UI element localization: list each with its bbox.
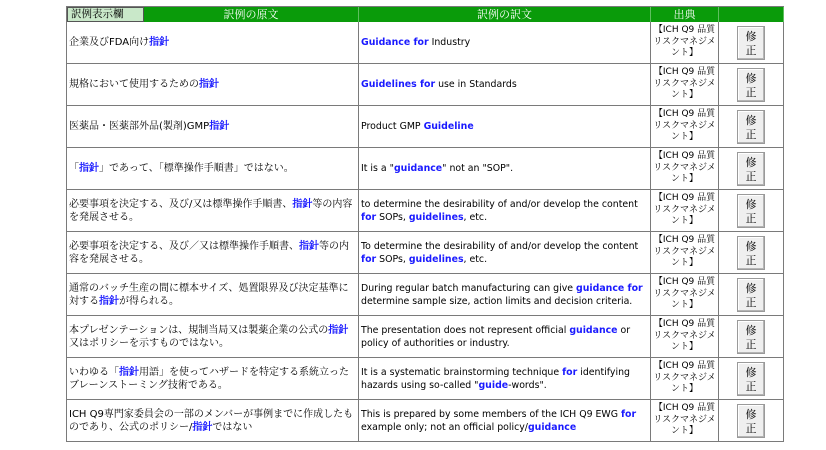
source-text: 【ICH Q9 品質リスクマネジメント】 — [653, 403, 716, 437]
source-text: 【ICH Q9 品質リスクマネジメント】 — [653, 151, 716, 185]
highlight-term: for — [361, 253, 377, 265]
original-text-cell — [67, 22, 359, 63]
fix-button-label: 正 — [745, 421, 757, 435]
highlight-term: guidelines — [408, 211, 464, 223]
fix-button[interactable] — [737, 194, 765, 228]
text-segment: 必要事項を決定する、及び／又は標準操作手順書、 — [69, 240, 299, 252]
table-row — [67, 232, 784, 274]
action-cell — [719, 22, 784, 63]
source-cell — [651, 64, 719, 105]
text-segment: or policy of authorities or industry. — [361, 324, 631, 349]
highlight-term: guidance — [527, 421, 577, 433]
fix-button[interactable] — [737, 236, 765, 270]
text-segment: 又はポリシーを示すものではない。 — [69, 337, 229, 349]
source-cell — [651, 190, 719, 231]
fix-button-label: 正 — [745, 253, 757, 267]
original-text-cell — [67, 274, 359, 315]
highlight-term: guide — [478, 379, 509, 391]
highlight-term: 指針 — [199, 79, 219, 90]
original-text-cell — [67, 106, 359, 147]
highlight-term: 指針 — [119, 366, 139, 378]
source-cell — [651, 316, 719, 357]
table-row — [67, 106, 784, 148]
original-text-cell — [67, 64, 359, 105]
text-segment: -words". — [508, 379, 547, 391]
fix-button-label: 修 — [745, 239, 757, 253]
action-cell — [719, 316, 784, 357]
fix-button[interactable] — [737, 362, 765, 396]
translation-text-cell — [359, 400, 651, 441]
highlight-term: guidance — [569, 324, 618, 336]
highlight-term: guidance for — [576, 282, 643, 294]
fix-button-label: 修 — [745, 281, 757, 295]
source-text: 【ICH Q9 品質リスクマネジメント】 — [653, 235, 716, 269]
fix-button-label: 修 — [745, 365, 757, 379]
text-segment: During regular batch manufacturing can give — [361, 282, 577, 294]
text-segment: 等の内容を発展させる。 — [69, 198, 353, 223]
header-source: 出典 — [651, 7, 719, 22]
source-text: 【ICH Q9 品質リスクマネジメント】 — [653, 67, 716, 101]
table-row — [67, 400, 784, 442]
original-text-cell — [67, 400, 359, 441]
text-segment: SOPs, — [376, 211, 409, 223]
source-cell — [651, 400, 719, 441]
highlight-term: 指針 — [99, 295, 119, 307]
highlight-term: Guideline — [423, 121, 474, 132]
translation-text-cell — [359, 316, 651, 357]
action-cell — [719, 400, 784, 441]
table-row — [67, 358, 784, 400]
original-text-cell — [67, 232, 359, 273]
fix-button-label: 修 — [745, 323, 757, 337]
action-cell — [719, 190, 784, 231]
example-display-tab[interactable]: 訳例表示欄 — [67, 7, 144, 22]
source-cell — [651, 22, 719, 63]
highlight-term: 指針 — [292, 198, 313, 210]
source-cell — [651, 358, 719, 399]
highlight-term: 指針 — [299, 240, 319, 252]
source-text: 【ICH Q9 品質リスクマネジメント】 — [653, 25, 716, 59]
fix-button[interactable] — [737, 152, 765, 186]
action-cell — [719, 64, 784, 105]
fix-button-label: 正 — [745, 379, 757, 393]
fix-button-label: 正 — [745, 85, 757, 99]
translation-text-cell — [359, 106, 651, 147]
original-text-cell — [67, 316, 359, 357]
source-text: 【ICH Q9 品質リスクマネジメント】 — [653, 109, 716, 143]
text-segment: 用語」を使ってハザードを特定する系統立ったブレーンストーミング技術である。 — [69, 366, 349, 391]
fix-button-label: 修 — [745, 407, 757, 421]
highlight-term: for — [361, 211, 377, 223]
table-row — [67, 274, 784, 316]
source-text: 【ICH Q9 品質リスクマネジメント】 — [653, 277, 716, 311]
translation-text-cell — [359, 232, 651, 273]
fix-button-label: 正 — [745, 295, 757, 309]
text-segment: example only; not an official policy/ — [361, 421, 528, 433]
text-segment: 必要事項を決定する、及び/又は標準操作手順書、 — [69, 198, 293, 210]
text-segment: 通常のバッチ生産の間に標本サイズ、処置限界及び決定基準に対する — [69, 282, 349, 307]
text-segment: use in Standards — [435, 79, 517, 90]
text-segment: が得られる。 — [119, 295, 179, 307]
table-row — [67, 22, 784, 64]
fix-button[interactable] — [737, 26, 765, 60]
header-translation: 訳例の訳文 — [359, 7, 651, 22]
source-cell — [651, 274, 719, 315]
original-text-cell — [67, 190, 359, 231]
fix-button-label: 修 — [745, 155, 757, 169]
highlight-term: guidelines — [408, 253, 464, 265]
text-segment: , etc. — [463, 211, 488, 223]
fix-button[interactable] — [737, 110, 765, 144]
source-text: 【ICH Q9 品質リスクマネジメント】 — [653, 193, 716, 227]
text-segment: 本プレゼンテーションは、規制当局又は製薬企業の公式の — [69, 324, 329, 336]
action-cell — [719, 106, 784, 147]
text-segment: 「 — [69, 163, 79, 174]
table-body — [67, 22, 784, 442]
translation-text-cell — [359, 22, 651, 63]
text-segment: ではない — [212, 421, 253, 433]
highlight-term: 指針 — [192, 421, 213, 433]
source-cell — [651, 148, 719, 189]
table-row — [67, 64, 784, 106]
fix-button-label: 修 — [745, 71, 757, 85]
fix-button-label: 正 — [745, 211, 757, 225]
highlight-term: for — [620, 408, 637, 420]
translation-text-cell — [359, 358, 651, 399]
original-text-cell — [67, 358, 359, 399]
highlight-term: Guidelines for — [361, 79, 436, 90]
highlight-term: 指針 — [79, 163, 99, 174]
fix-button-label: 修 — [745, 113, 757, 127]
text-segment: To determine the desirability of and/or develop the content — [361, 240, 639, 252]
text-segment: SOPs, — [376, 253, 409, 265]
fix-button[interactable] — [737, 320, 765, 354]
text-segment: determine sample size, action limits and decision criteria. — [361, 295, 633, 307]
text-segment: This is prepared by some members of the ICH Q9 EWG — [361, 408, 621, 420]
text-segment: Industry — [428, 37, 471, 48]
action-cell — [719, 232, 784, 273]
translation-text-cell — [359, 64, 651, 105]
fix-button-label: 正 — [745, 127, 757, 141]
source-text: 【ICH Q9 品質リスクマネジメント】 — [653, 319, 716, 353]
table-row — [67, 190, 784, 232]
fix-button-label: 修 — [745, 29, 757, 43]
text-segment: 」であって、「標準操作手順書」ではない。 — [99, 163, 294, 174]
text-segment: , etc. — [463, 253, 488, 265]
source-cell — [651, 106, 719, 147]
highlight-term: 指針 — [149, 37, 170, 48]
table-row — [67, 148, 784, 190]
text-segment: " not an "SOP". — [442, 163, 514, 174]
fix-button-label: 修 — [745, 197, 757, 211]
text-segment: 等の内容を発展させる。 — [69, 240, 349, 265]
highlight-term: for — [562, 366, 578, 378]
text-segment: identifying hazards using so-called " — [361, 366, 630, 391]
translation-examples-table — [66, 6, 784, 442]
fix-button-label: 正 — [745, 43, 757, 57]
fix-button[interactable] — [737, 68, 765, 102]
text-segment: The presentation does not represent official — [361, 324, 570, 336]
translation-text-cell — [359, 148, 651, 189]
text-segment: いわゆる「 — [69, 366, 119, 378]
fix-button-label: 正 — [745, 337, 757, 351]
text-segment: Product GMP — [361, 121, 424, 132]
action-cell — [719, 148, 784, 189]
text-segment: It is a " — [361, 163, 394, 174]
text-segment: to determine the desirability of and/or develop the content — [361, 198, 638, 210]
highlight-term: 指針 — [209, 121, 230, 132]
source-text: 【ICH Q9 品質リスクマネジメント】 — [653, 361, 716, 395]
highlight-term: guidance — [393, 163, 443, 174]
fix-button[interactable] — [737, 404, 765, 438]
highlight-term: Guidance for — [361, 37, 429, 48]
table-header — [67, 7, 784, 22]
original-text-cell — [67, 148, 359, 189]
text-segment: 企業及びFDA向け — [69, 37, 150, 48]
source-cell — [651, 232, 719, 273]
action-cell — [719, 274, 784, 315]
header-original: 訳例の原文 — [144, 7, 359, 22]
highlight-term: 指針 — [328, 324, 349, 336]
text-segment: ICH Q9専門家委員会の一部のメンバーが事例までに作成したものであり、公式のポリシー/ — [69, 408, 354, 433]
translation-text-cell — [359, 274, 651, 315]
text-segment: It is a systematic brainstorming technique — [361, 366, 563, 378]
fix-button-label: 正 — [745, 169, 757, 183]
text-segment: 医薬品・医薬部外品(製剤)GMP — [69, 121, 210, 132]
table-row — [67, 316, 784, 358]
action-cell — [719, 358, 784, 399]
fix-button[interactable] — [737, 278, 765, 312]
translation-text-cell — [359, 190, 651, 231]
header-blank — [719, 7, 784, 22]
text-segment: 規格において使用するための — [69, 79, 199, 90]
